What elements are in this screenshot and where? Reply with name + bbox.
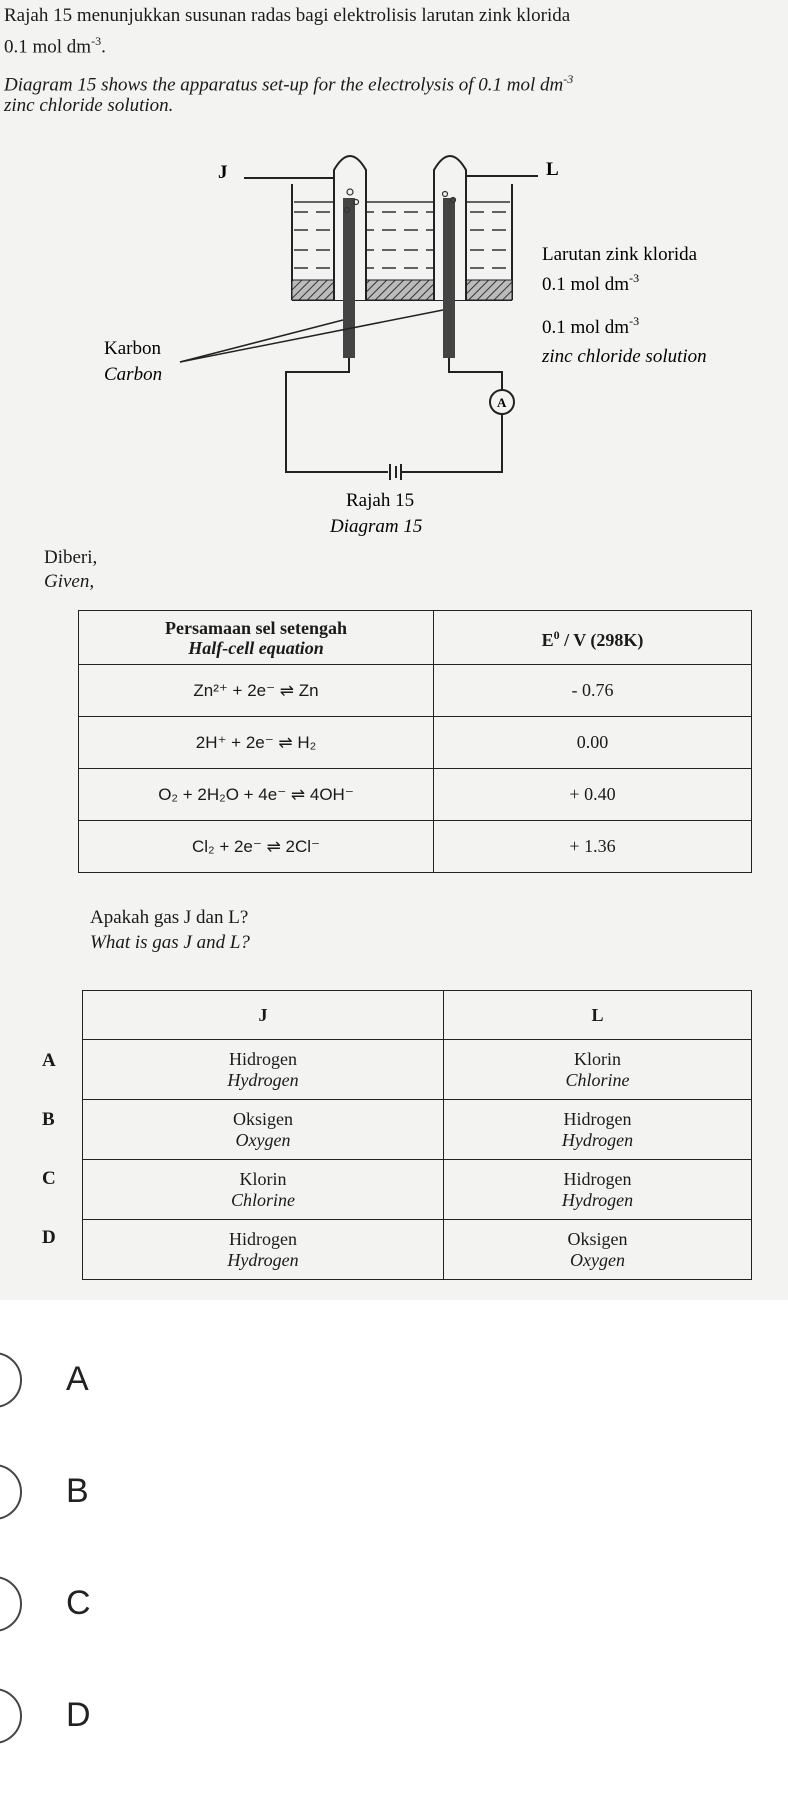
option-a-label: A — [66, 1360, 89, 1398]
solution-label-en-2: zinc chloride solution — [542, 346, 707, 367]
potential-header: $E^0$ / V (298K) — [434, 611, 752, 665]
option-c-label: C — [66, 1584, 91, 1622]
label-l: L — [546, 159, 559, 180]
carbon-label-en: Carbon — [104, 364, 163, 385]
solution-label-ms-2: 0.1 mol $dm^{-3}$ — [542, 271, 640, 295]
given-ms: Diberi, — [44, 547, 98, 568]
radio-b[interactable] — [0, 1464, 22, 1520]
choice-letter-d: D — [42, 1227, 56, 1248]
question-line1-ms: Rajah 15 menunjukkan susunan radas bagi elektrolisis larutan zink klorida — [4, 5, 571, 26]
table-row: Cl₂ + 2e⁻ ⇌ 2Cl⁻ + 1.36 — [79, 821, 752, 873]
solution-label-ms-1: Larutan zink klorida — [542, 244, 698, 265]
half-cell-header: Persamaan sel setengah Half-cell equation — [79, 611, 434, 665]
choice-letter-b: B — [42, 1109, 55, 1130]
gas-l-header: L — [444, 991, 752, 1040]
caption-en: Diagram 15 — [330, 516, 423, 537]
ammeter-label: A — [497, 395, 507, 410]
option-d-label: D — [66, 1696, 91, 1734]
radio-c[interactable] — [0, 1576, 22, 1632]
prompt-ms: Apakah gas J dan L? — [90, 907, 249, 928]
choice-letter-a: A — [42, 1050, 56, 1071]
table-row: Hidrogen Hydrogen Klorin Chlorine — [83, 1040, 752, 1100]
choices-table — [82, 990, 752, 1280]
question-line2-ms: 0.1 mol $dm^{-3}$. — [4, 34, 106, 58]
question-line2-en: zinc chloride solution. — [4, 95, 174, 116]
table-row: Zn²⁺ + 2e⁻ ⇌ Zn - 0.76 — [79, 665, 752, 717]
option-a[interactable] — [0, 1330, 788, 1430]
option-b-label: B — [66, 1472, 89, 1510]
radio-a[interactable] — [0, 1352, 22, 1408]
option-b[interactable] — [0, 1442, 788, 1542]
table-row: Oksigen Oxygen Hidrogen Hydrogen — [83, 1100, 752, 1160]
table-row: Klorin Chlorine Hidrogen Hydrogen — [83, 1160, 752, 1220]
label-j: J — [218, 162, 228, 183]
option-c[interactable] — [0, 1554, 788, 1654]
radio-d[interactable] — [0, 1688, 22, 1744]
question-line1-en: Diagram 15 shows the apparatus set-up for the electrolysis of 0.1 mol $dm^{-3}$ — [4, 72, 574, 96]
table-row: Hidrogen Hydrogen Oksigen Oxygen — [83, 1220, 752, 1280]
table-row: O₂ + 2H₂O + 4e⁻ ⇌ 4OH⁻ + 0.40 — [79, 769, 752, 821]
electrolysis-diagram — [0, 140, 788, 540]
table-row: 2H⁺ + 2e⁻ ⇌ H₂ 0.00 — [79, 717, 752, 769]
gas-j-header: J — [83, 991, 444, 1040]
prompt-en: What is gas J and L? — [90, 932, 250, 953]
half-cell-table — [78, 610, 752, 873]
choice-letter-c: C — [42, 1168, 56, 1189]
caption-ms: Rajah 15 — [346, 490, 415, 511]
given-en: Given, — [44, 571, 95, 592]
solution-label-en-1: 0.1 mol $dm^{-3}$ — [542, 314, 640, 338]
carbon-label-ms: Karbon — [104, 338, 161, 359]
option-d[interactable] — [0, 1666, 788, 1766]
